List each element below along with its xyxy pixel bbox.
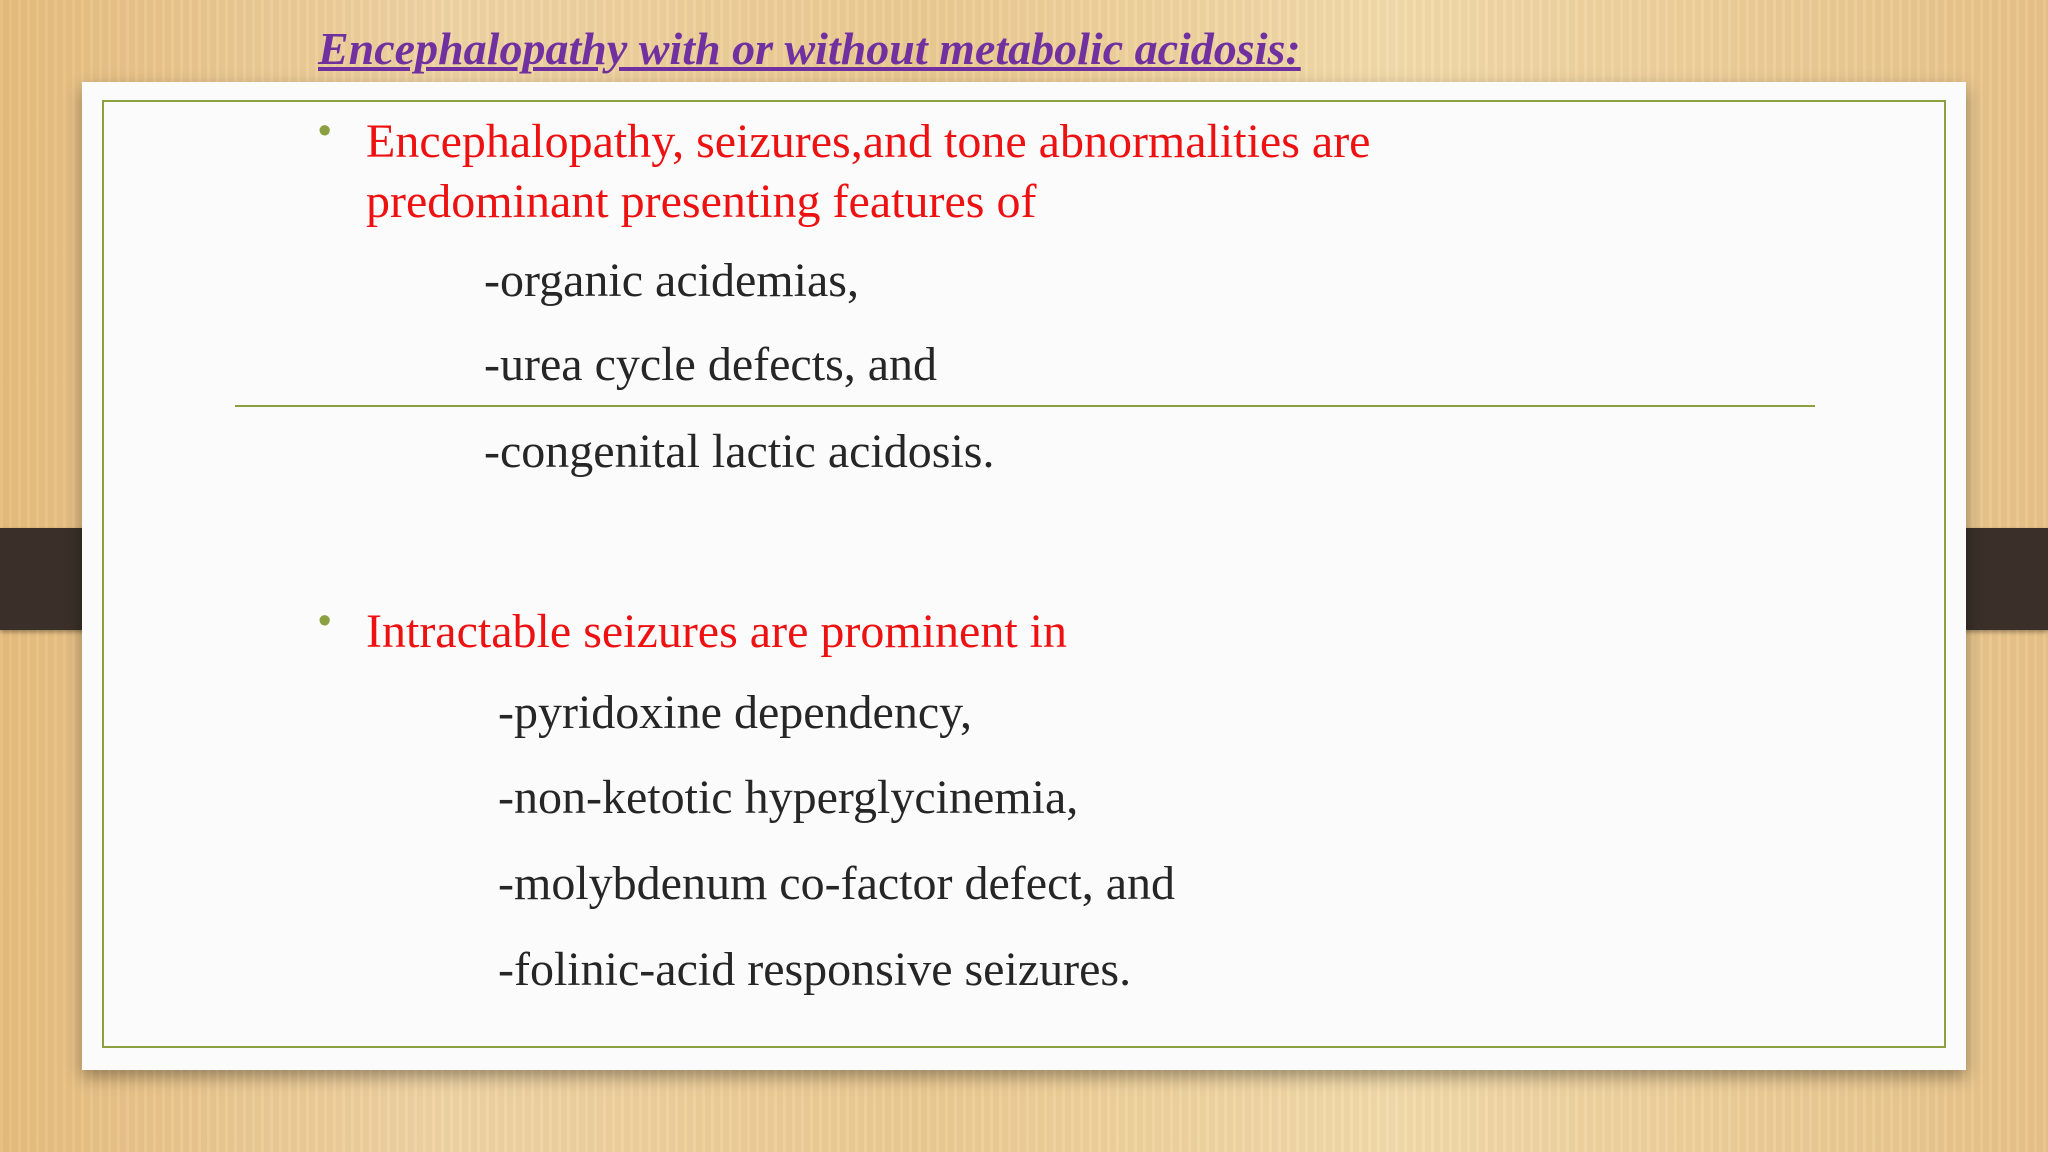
bullet-2-text [366,602,1067,662]
bullet-1-line-1: Encephalopathy, seizures,and tone abnormalities are [366,115,1371,168]
bullet-1-line-2: predominant presenting features of [366,175,1037,228]
divider-line [235,405,1815,407]
sub-item-urea-cycle-defects: -urea cycle defects, and [484,338,938,391]
bullet-1-text [366,112,1370,232]
bullet-2-line-1: Intractable seizures are prominent in [366,605,1068,658]
sub-item-organic-acidemias: -organic acidemias, [484,254,859,307]
sub-item-molybdenum-cofactor-defect: -molybdenum co-factor defect, and [498,857,1176,910]
sub-item-pyridoxine-dependency: -pyridoxine dependency, [498,686,973,739]
bullet-marker: • [318,110,332,152]
sub-item-congenital-lactic-acidosis: -congenital lactic acidosis. [484,425,995,478]
slide-title: Encephalopathy with or without metabolic acidosis: [318,23,1301,74]
sub-item-folinic-acid-seizures: -folinic-acid responsive seizures. [498,943,1132,996]
content-card [82,82,1966,1070]
sub-item-non-ketotic-hyperglycinemia: -non-ketotic hyperglycinemia, [498,771,1079,824]
bullet-marker: • [318,600,332,642]
